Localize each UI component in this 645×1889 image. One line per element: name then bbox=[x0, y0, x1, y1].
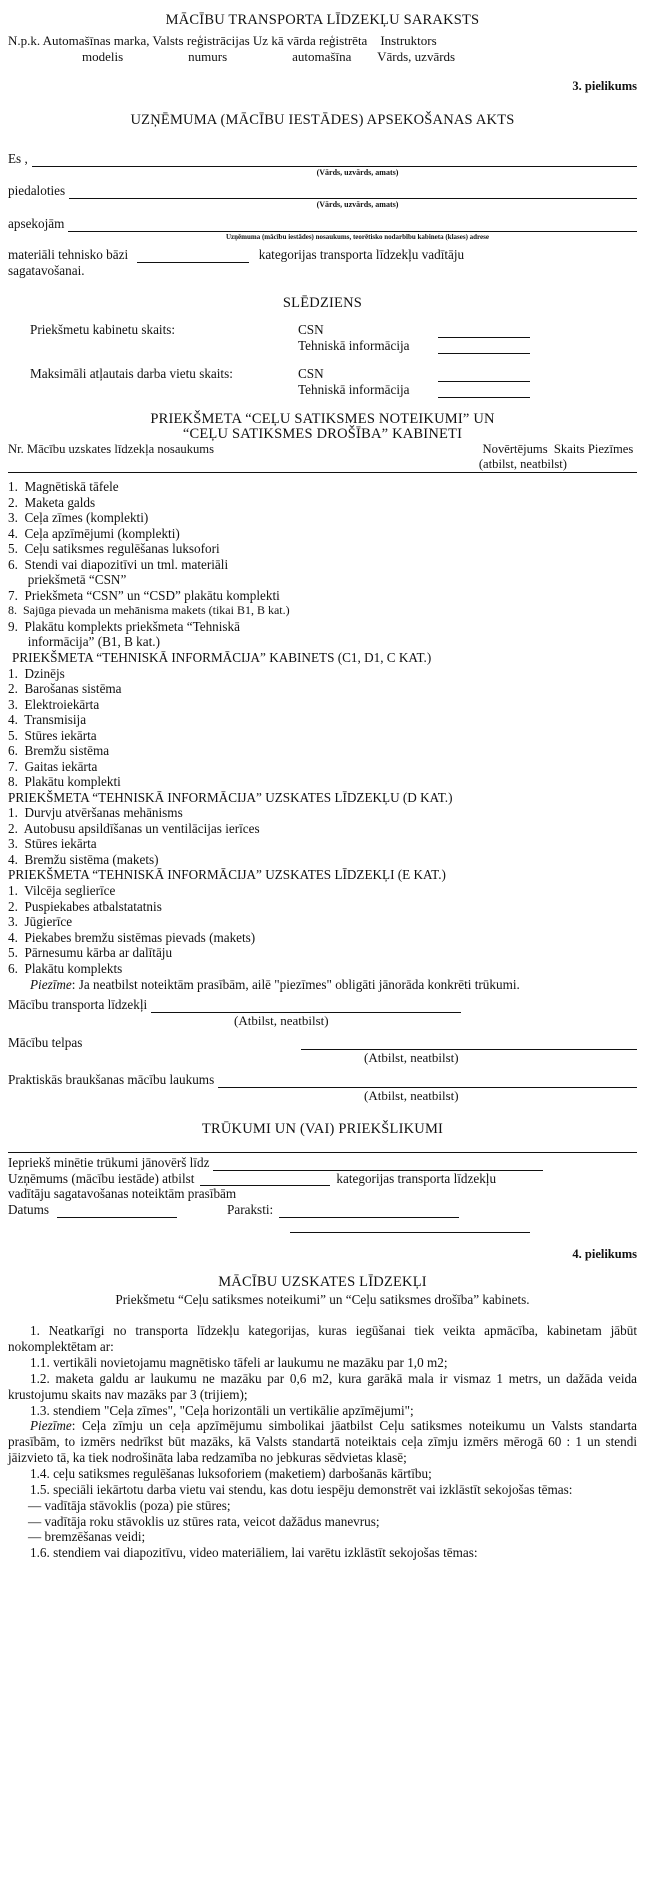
list-item: 7. Priekšmeta “CSN” un “CSD” plakātu komplekti bbox=[8, 587, 280, 603]
list-item: 5. Stūres iekārta bbox=[8, 727, 97, 743]
paragraph-1-1: 1.1. vertikāli novietojamu magnētisko tāfeli ar laukumu ne mazāku par 1,0 m2; bbox=[30, 1355, 448, 1371]
teaching-aids-subtitle: Priekšmetu “Ceļu satiksmes noteikumi” un “Ceļu satiksmes drošība” kabinets. bbox=[115, 1291, 530, 1307]
note-text-2: : Ceļa zīmju un ceļa apzīmējumu simbolikai jāatbilst Ceļu satiksmes noteikumu un Valsts standarta prasībām, to izmērs nedrīkst būt mazāks, kā Valsts standartā noteiktais ceļa zīmju izmērs mērogā 60 : 1 un stendi jāizvieto tā, ka tiek nodrošināta laba redzamība no jebkuras sēdvietas klasē; bbox=[8, 1418, 637, 1466]
topic-item: — bremzēšanas veidi; bbox=[28, 1529, 146, 1545]
column-eval-sub: (atbilst, neatbilst) bbox=[478, 457, 567, 472]
list-item: 3. Elektroiekārta bbox=[8, 696, 100, 712]
list-item: 1. Dzinējs bbox=[8, 665, 65, 681]
inspected-label: apsekojām bbox=[8, 215, 65, 231]
list-item: 2. Puspiekabes atbalstatatnis bbox=[8, 898, 162, 914]
es-label: Es , bbox=[8, 150, 28, 166]
rooms-label: Priekšmetu kabinetu skaits: bbox=[30, 322, 176, 338]
company-tail-2: vadītāju sagatavošanas noteiktām prasībām bbox=[8, 1186, 237, 1202]
es-field[interactable] bbox=[32, 154, 637, 167]
list-item: 7. Gaitas iekārta bbox=[8, 758, 98, 774]
list-item: 4. Transmisija bbox=[8, 712, 87, 728]
note-paragraph-2 bbox=[8, 1418, 637, 1466]
list-item: 5. Ceļu satiksmes regulēšanas luksofori bbox=[8, 541, 220, 557]
list-item: 1. Durvju atvēršanas mehānisms bbox=[8, 805, 183, 821]
material-text-c: sagatavošanai. bbox=[8, 262, 85, 278]
room-caption: (Atbilst, neatbilst) bbox=[364, 1050, 459, 1066]
deficiency-title: TRŪKUMI UN (VAI) PRIEKŠLIKUMI bbox=[201, 1121, 444, 1138]
room-field[interactable] bbox=[301, 1049, 637, 1050]
list-item: 3. Ceļa zīmes (komplekti) bbox=[8, 510, 149, 526]
rooms-tech-label: Tehniskā informācija bbox=[298, 338, 410, 353]
participating-caption: (Vārds, uzvārds, amats) bbox=[316, 200, 399, 210]
fix-deadline-label: Iepriekš minētie trūkumi jānovērš līdz bbox=[8, 1154, 210, 1170]
list-item: informācija” (B1, B kat.) bbox=[8, 634, 160, 650]
paragraph-1-2: 1.2. maketa galdu ar laukumu ne mazāku par 0,6 m2, kura garākā mala ir vismaz 1 metrs, un dažāda veida krustojumu skaits nav mazāks par 3 (trijiem); bbox=[8, 1370, 637, 1402]
list-item: 4. Ceļa apzīmējumi (komplekti) bbox=[8, 525, 180, 541]
deficiency-field[interactable] bbox=[8, 1139, 637, 1153]
paragraph-1: 1. Neatkarīgi no transporta līdzekļu kategorijas, kuras iegūšanai tiek veikta apmācība, kabinetam jābūt nokomplektētam ar: bbox=[8, 1323, 637, 1355]
note-label: Piezīme bbox=[30, 977, 72, 993]
paragraph-1-4: 1.4. ceļu satiksmes regulēšanas luksoforiem (maketiem) darbošanās kārtību; bbox=[30, 1465, 432, 1481]
subject-title-1: PRIEKŠMETA “CEĻU SATIKSMES NOTEIKUMI” UN bbox=[150, 410, 495, 427]
topic-item: — vadītāja stāvoklis (poza) pie stūres; bbox=[28, 1497, 231, 1513]
list-item: 2. Barošanas sistēma bbox=[8, 681, 122, 697]
list-item: 9. Plakātu komplekts priekšmeta “Tehniskā bbox=[8, 618, 241, 634]
rooms-csn-field[interactable] bbox=[438, 337, 530, 338]
es-caption: (Vārds, uzvārds, amats) bbox=[316, 167, 399, 177]
list-item: 3. Stūres iekārta bbox=[8, 836, 97, 852]
conclusion-title: SLĒDZIENS bbox=[282, 294, 363, 311]
inspected-row bbox=[8, 216, 637, 232]
column-name-header: Nr. Mācību uzskates līdzekļa nosaukums bbox=[8, 441, 215, 456]
section-title-e: PRIEKŠMETA “TEHNISKĀ INFORMĀCIJA” UZSKATES LĪDZEKĻI (E KAT.) bbox=[8, 867, 446, 883]
vehicles-list-title: MĀCĪBU TRANSPORTA LĪDZEKĻU SARAKSTS bbox=[165, 12, 480, 28]
rooms-csn-label: CSN bbox=[298, 322, 324, 338]
participating-field[interactable] bbox=[69, 186, 637, 199]
list-item: 6. Stendi vai diapozitīvi un tml. materiāli bbox=[8, 556, 229, 572]
room-label: Mācību telpas bbox=[8, 1034, 83, 1050]
sign-label: Paraksti: bbox=[227, 1202, 274, 1218]
material-paragraph bbox=[8, 247, 637, 279]
section-title-c1-d1-c: PRIEKŠMETA “TEHNISKĀ INFORMĀCIJA” KABINETS (C1, D1, C KAT.) bbox=[12, 649, 432, 665]
participating-row bbox=[8, 183, 637, 199]
appendix-4-label: 4. pielikums bbox=[572, 1247, 637, 1262]
material-text-a: materiāli tehnisko bāzi bbox=[8, 247, 129, 263]
appendix-3-label: 3. pielikums bbox=[572, 78, 637, 93]
signature-field-2[interactable] bbox=[290, 1232, 530, 1233]
note-label-2: Piezīme bbox=[30, 1418, 72, 1434]
subject-title-2: “CEĻU SATIKSMES DROŠĪBA” KABINETI bbox=[182, 425, 463, 442]
list-item: 8. Plakātu komplekti bbox=[8, 774, 121, 790]
es-row bbox=[8, 151, 637, 167]
transport-caption: (Atbilst, neatbilst) bbox=[234, 1012, 329, 1028]
inspected-caption: Uzņēmuma (mācību iestādes) nosaukums, teorētisko nodarbību kabineta (klases) adrese bbox=[226, 232, 489, 241]
rooms-tech-field[interactable] bbox=[438, 353, 530, 354]
ground-caption: (Atbilst, neatbilst) bbox=[364, 1087, 459, 1103]
max-tech-field[interactable] bbox=[438, 397, 530, 398]
list-item: priekšmetā “CSN” bbox=[8, 572, 127, 588]
topic-item: — vadītāja roku stāvoklis uz stūres rata, veicot dažādus manevrus; bbox=[28, 1513, 380, 1529]
ground-label: Praktiskās braukšanas mācību laukums bbox=[8, 1071, 215, 1087]
category-field[interactable] bbox=[137, 262, 249, 263]
paragraph-1-5: 1.5. speciāli iekārtotu darba vietu vai stendu, kas dotu iespēju demonstrēt vai izklāstīt sekojošas tēmas: bbox=[30, 1481, 573, 1497]
company-tail: kategorijas transporta līdzekļu bbox=[336, 1170, 497, 1186]
paragraph-1-3: 1.3. stendiem "Ceļa zīmes", "Ceļa horizontāli un vertikālie apzīmējumi"; bbox=[30, 1402, 414, 1418]
participating-label: piedaloties bbox=[8, 183, 66, 199]
note-text: : Ja neatbilst noteiktām prasībām, ailē "piezīmes" obligāti jānorāda konkrēti trūkumi. bbox=[71, 977, 520, 993]
list-item: 1. Magnētiskā tāfele bbox=[8, 479, 119, 495]
inspected-field[interactable] bbox=[68, 219, 637, 232]
vehicles-list-header-1: N.p.k. Automašīnas marka, Valsts reģistrācijas Uz kā vārda reģistrēta Instruktors bbox=[8, 33, 437, 49]
list-item: 5. Pārnesumu kārba ar dalītāju bbox=[8, 945, 173, 961]
paragraph-1-6: 1.6. stendiem vai diapozitīvu, video materiāliem, lai varētu izklāstīt sekojošas tēmas: bbox=[30, 1545, 478, 1561]
list-item: 6. Bremžu sistēma bbox=[8, 743, 110, 759]
date-field[interactable] bbox=[57, 1217, 177, 1218]
list-item: 4. Piekabes bremžu sistēmas pievads (makets) bbox=[8, 929, 256, 945]
section-title-d: PRIEKŠMETA “TEHNISKĀ INFORMĀCIJA” UZSKATES LĪDZEKĻU (D KAT.) bbox=[8, 789, 453, 805]
note-paragraph bbox=[8, 977, 637, 993]
signature-field-1[interactable] bbox=[279, 1217, 459, 1218]
vehicles-list-header-2: modelis numurs automašīna Vārds, uzvārds bbox=[82, 48, 456, 64]
list-item: 2. Autobusu apsildīšanas un ventilācijas ierīces bbox=[8, 820, 260, 836]
date-label: Datums bbox=[8, 1202, 50, 1218]
teaching-aids-title: MĀCĪBU UZSKATES LĪDZEKĻI bbox=[218, 1274, 427, 1291]
list-item: 3. Jūgierīce bbox=[8, 914, 73, 930]
equipment-table-header bbox=[8, 442, 637, 473]
max-csn-label: CSN bbox=[298, 365, 324, 381]
max-csn-field[interactable] bbox=[438, 381, 530, 382]
list-item: 6. Plakātu komplekts bbox=[8, 960, 123, 976]
material-text-b: kategorijas transporta līdzekļu vadītāju bbox=[258, 247, 465, 263]
list-item: 4. Bremžu sistēma (makets) bbox=[8, 851, 159, 867]
list-item: 1. Vilcēja seglierīce bbox=[8, 883, 116, 899]
inspection-act-title: UZŅĒMUMA (MĀCĪBU IESTĀDES) APSEKOŠANAS AKTS bbox=[130, 111, 515, 128]
max-seats-label: Maksimāli atļautais darba vietu skaits: bbox=[30, 365, 233, 381]
company-label: Uzņēmums (mācību iestāde) atbilst bbox=[8, 1170, 195, 1186]
max-tech-label: Tehniskā informācija bbox=[298, 381, 410, 397]
list-item: 2. Maketa galds bbox=[8, 494, 96, 510]
list-item: 8. Sajūga pievada un mehānisma makets (tikai B1, B kat.) bbox=[8, 603, 290, 618]
column-eval-header: Novērtējums Skaits Piezīmes bbox=[482, 441, 634, 456]
transport-label: Mācību transporta līdzekļi bbox=[8, 997, 148, 1013]
